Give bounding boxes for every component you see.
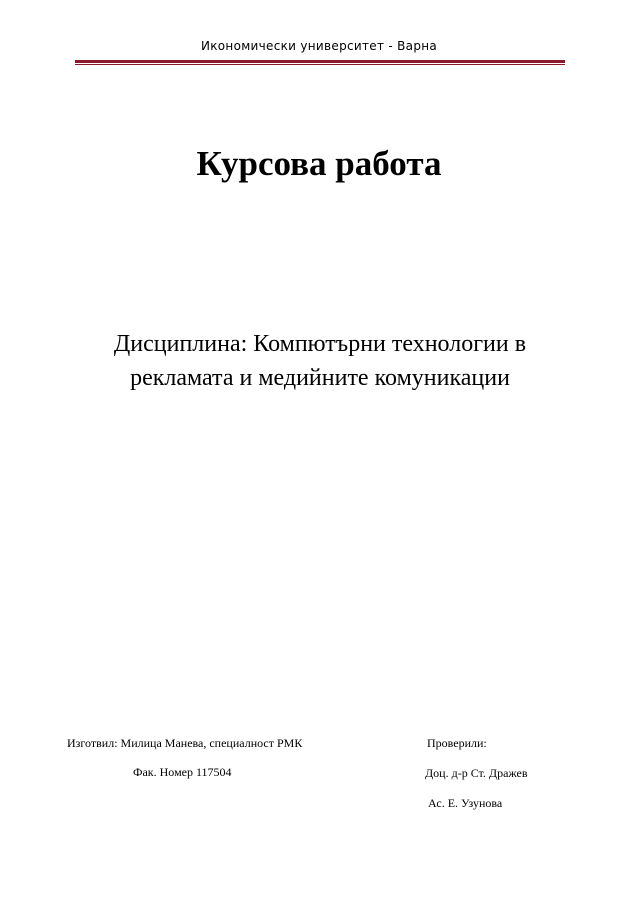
header-rule xyxy=(75,60,565,64)
faculty-number: Фак. Номер 117504 xyxy=(133,765,232,779)
discipline-line-2: рекламата и медийните комуникации xyxy=(130,365,510,391)
reviewers-label: Проверили: xyxy=(427,736,487,750)
reviewer-1: Доц. д-р Ст. Дражев xyxy=(425,766,528,780)
header-rule-thin xyxy=(75,64,565,65)
document-title: Курсова работа xyxy=(196,144,442,183)
header-university: Икономически университет - Варна xyxy=(200,39,438,53)
reviewer-2: Ас. Е. Узунова xyxy=(428,796,503,810)
discipline-block xyxy=(75,327,565,395)
discipline-line-1: Дисциплина: Компютърни технологии в xyxy=(113,331,527,357)
header-rule-thick xyxy=(75,60,565,63)
author-label: Изготвил: Милица Манева, специалност РМК xyxy=(67,736,303,750)
